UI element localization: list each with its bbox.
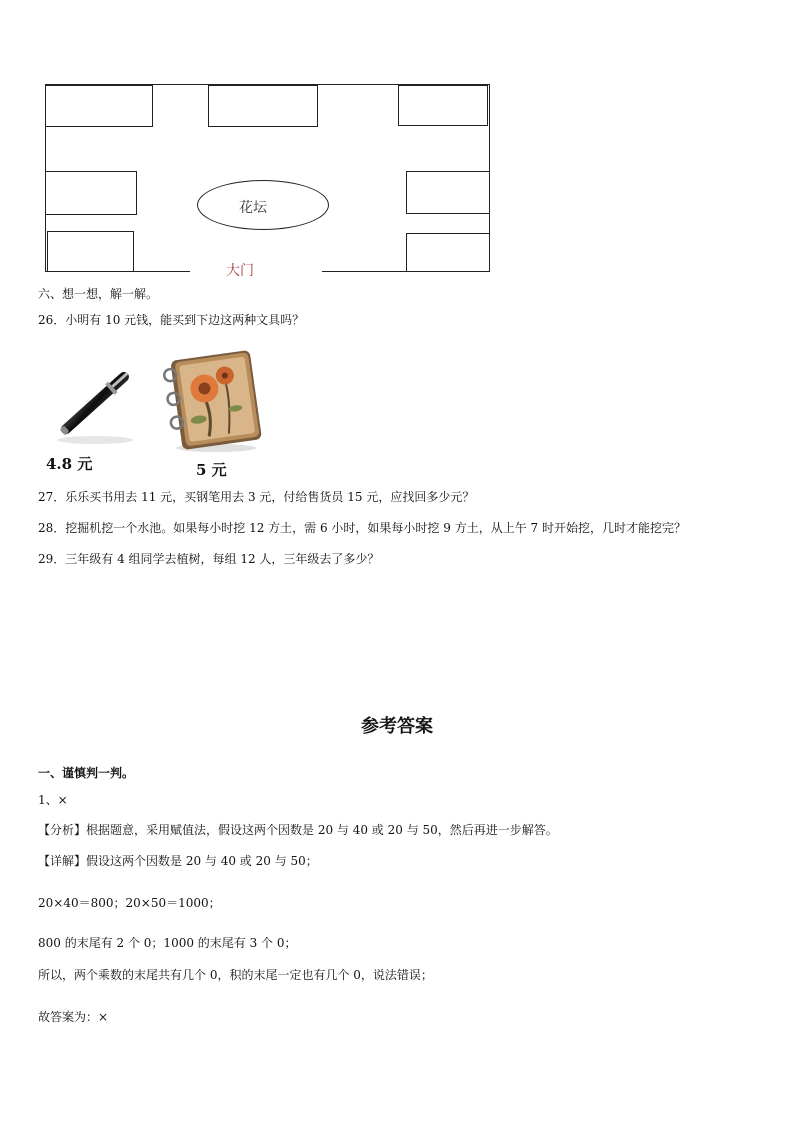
pen-icon [45, 355, 145, 450]
answers-heading: 参考答案 [361, 716, 433, 737]
flowerbed-label: 花坛 [239, 200, 267, 216]
map-building [47, 231, 134, 272]
map-building [406, 233, 490, 272]
question-28: 28．挖掘机挖一个水池。如果每小时挖 12 方土，需 6 小时，如果每小时挖 9 方土，从上午 7 时开始挖，几时才能挖完？ [38, 521, 686, 535]
map-building [45, 171, 137, 215]
map-building [406, 171, 490, 214]
question-29: 29．三年级有 4 组同学去植树，每组 12 人，三年级去了多少？ [38, 552, 380, 566]
map-building [208, 85, 318, 127]
answers-section1-title: 一、谨慎判一判。 [38, 766, 135, 780]
section6-title: 六、想一想，解一解。 [38, 287, 159, 301]
answer-detail: 【详解】假设这两个因数是 20 与 40 或 20 与 50； [38, 854, 318, 868]
answer-1: 1、× [38, 793, 68, 807]
map-building [45, 85, 153, 127]
answer-analysis: 【分析】根据题意，采用赋值法，假设这两个因数是 20 与 40 或 20 与 50，然后再进一步解答。 [38, 823, 558, 837]
notebook-icon [158, 345, 266, 453]
notebook-price: 5 元 [196, 461, 227, 479]
gate-label: 大门 [226, 263, 254, 279]
pen-price: 4.8 元 [46, 455, 93, 473]
question-26: 26．小明有 10 元钱，能买到下边这两种文具吗？ [38, 313, 305, 327]
answer-calc: 20×40＝800；20×50＝1000； [38, 896, 221, 910]
answer-zeros: 800 的末尾有 2 个 0；1000 的末尾有 3 个 0； [38, 936, 297, 950]
question-27: 27．乐乐买书用去 11 元，买钢笔用去 3 元，付给售货员 15 元，应找回多少元？ [38, 490, 475, 504]
answer-final: 故答案为：× [38, 1010, 109, 1024]
answer-conclusion: 所以，两个乘数的末尾共有几个 0，积的末尾一定也有几个 0，说法错误； [38, 968, 433, 982]
map-building [398, 85, 488, 126]
